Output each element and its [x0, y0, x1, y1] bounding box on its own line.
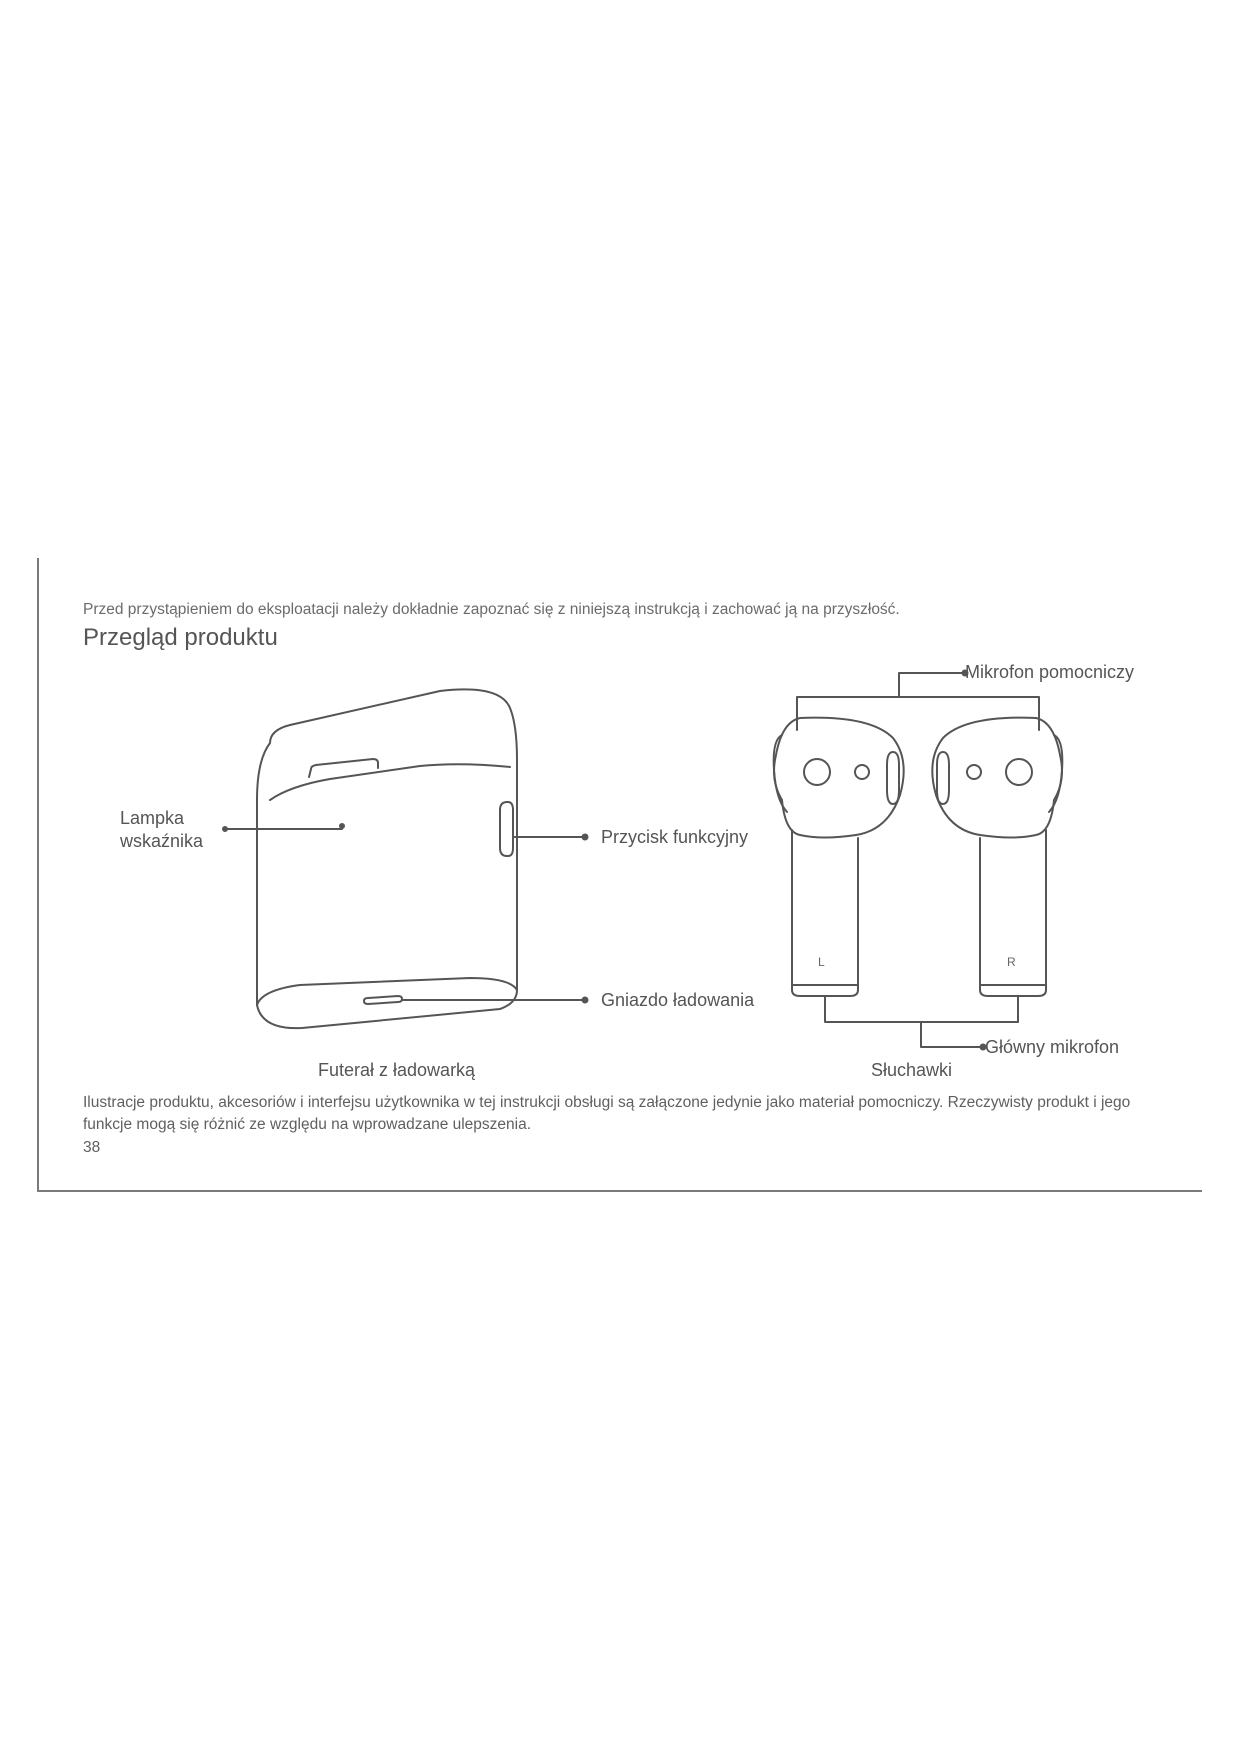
intro-text: Przed przystąpieniem do eksploatacji należy dokładnie zapoznać się z niniejszą instrukcją i zachować ją na przyszłość.	[83, 601, 900, 618]
label-aux-mic: Mikrofon pomocniczy	[965, 662, 1135, 682]
leader-dot-indicator-end	[340, 824, 344, 828]
left-earbud-head	[774, 718, 904, 838]
label-indicator-line2: wskaźnika	[120, 831, 204, 851]
left-earbud-head-outer	[774, 735, 787, 812]
right-vent	[937, 752, 949, 804]
right-earbud-head	[932, 718, 1062, 838]
label-charging-port: Gniazdo ładowania	[601, 990, 755, 1010]
caption-earbuds: Słuchawki	[871, 1060, 953, 1080]
footnote-text: Ilustracje produktu, akcesoriów i interfejsu użytkownika w tej instrukcji obsługi są załączone jedynie jako materiał pomocniczy. Rzeczywisty produkt i jego funkcje mogą się różnić ze względu na wprowadzane ulepszenia.	[83, 1094, 1131, 1133]
charging-port-outline	[364, 996, 402, 1004]
left-earbud-mark: L	[818, 955, 825, 969]
right-earbud-head-outer	[1049, 735, 1062, 812]
right-stem	[980, 830, 1046, 996]
left-earbud-illustration	[774, 718, 904, 996]
right-speaker-small	[967, 765, 981, 779]
left-speaker-small	[855, 765, 869, 779]
left-stem	[792, 830, 858, 996]
right-earbud-mark: R	[1007, 955, 1016, 969]
caption-charging-case: Futerał z ładowarką	[318, 1060, 476, 1080]
leader-dot-charging-port	[583, 998, 588, 1003]
leader-dot-indicator	[223, 827, 227, 831]
page-number: 38	[83, 1139, 101, 1156]
leader-dot-function-button	[583, 835, 588, 840]
case-seam	[270, 764, 510, 800]
label-function-button: Przycisk funkcyjny	[601, 827, 749, 847]
function-button-outline	[500, 802, 513, 856]
label-indicator-line1: Lampka	[120, 808, 185, 828]
right-speaker-large	[1006, 759, 1032, 785]
label-indicator-light	[120, 807, 203, 853]
label-main-mic: Główny mikrofon	[985, 1037, 1120, 1057]
section-title: Przegląd produktu	[83, 624, 278, 651]
left-vent	[887, 752, 899, 804]
right-earbud-illustration	[932, 718, 1062, 996]
left-speaker-large	[804, 759, 830, 785]
charging-case-illustration	[223, 689, 588, 1028]
